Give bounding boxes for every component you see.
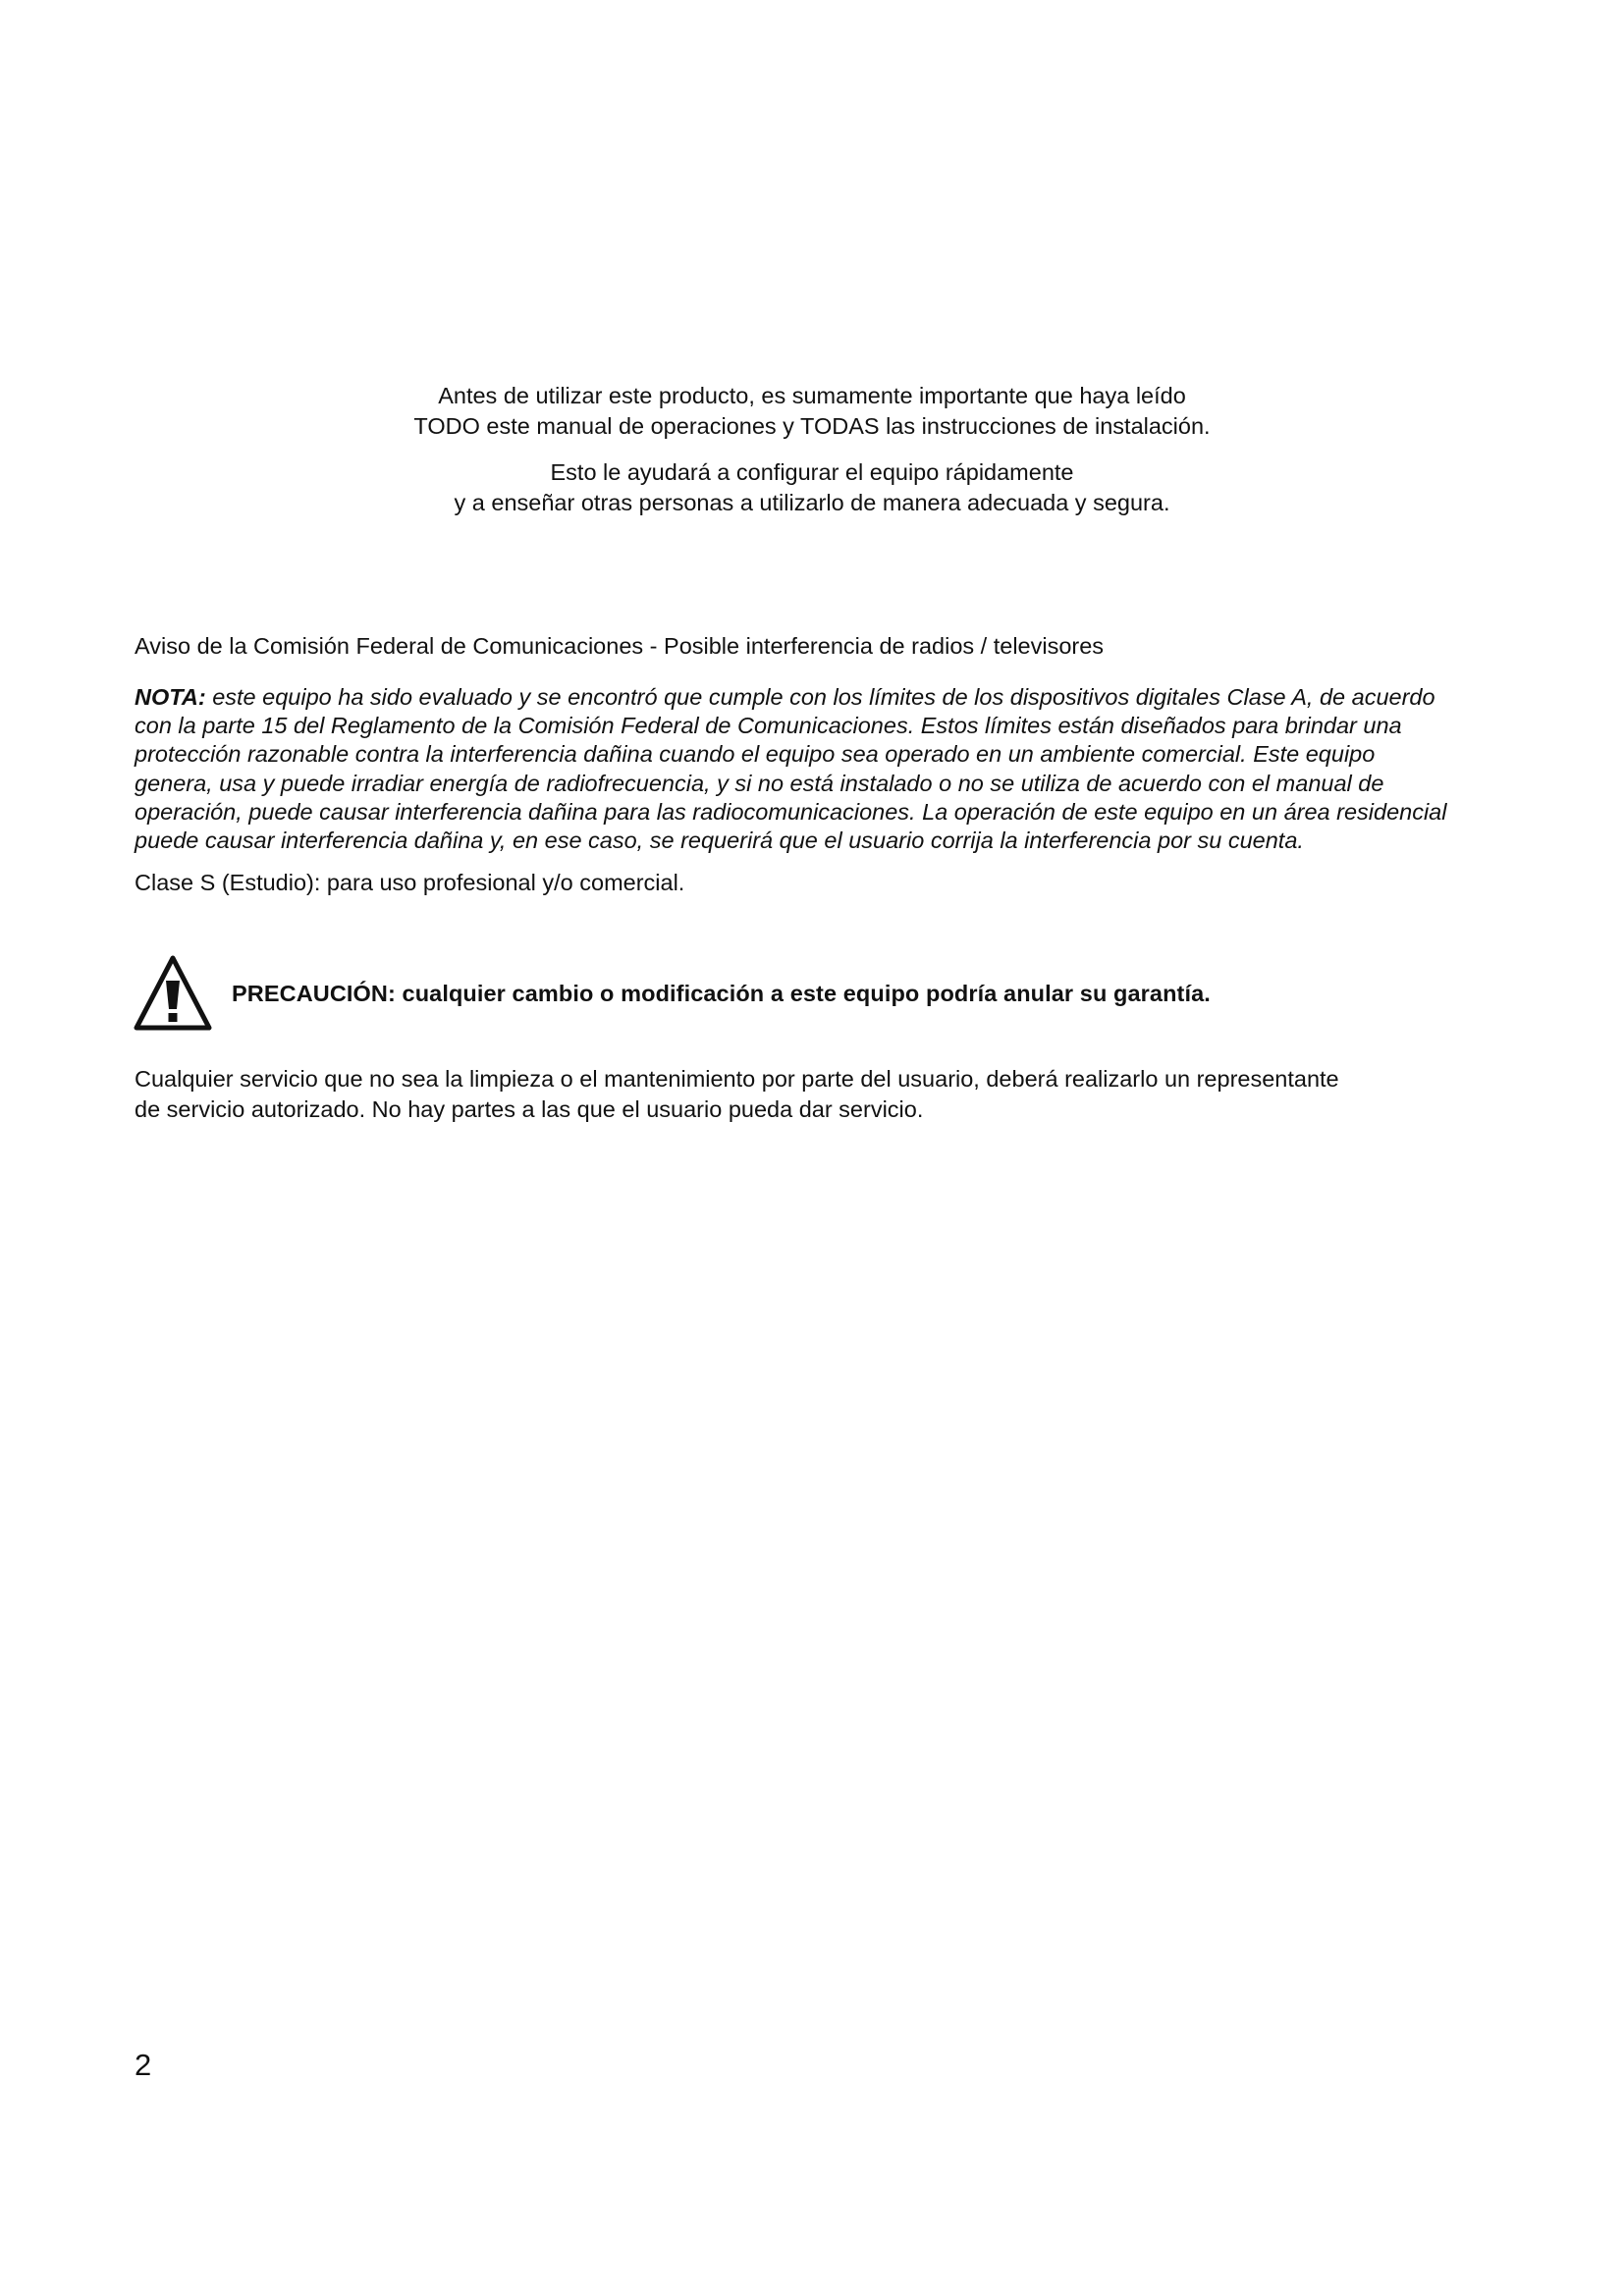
- intro-line: Esto le ayudará a configurar el equipo rápidamente: [550, 459, 1074, 485]
- caution-notice: [134, 954, 1211, 1033]
- intro-line: Antes de utilizar este producto, es sumamente importante que haya leído: [438, 383, 1186, 408]
- caution-text: PRECAUCIÓN: cualquier cambio o modificación a este equipo podría anular su garantía.: [232, 980, 1211, 1006]
- intro-line: y a enseñar otras personas a utilizarlo de manera adecuada y segura.: [454, 490, 1170, 515]
- service-paragraph: [135, 1064, 1455, 1125]
- fcc-note: [135, 683, 1455, 855]
- service-line: de servicio autorizado. No hay partes a las que el usuario pueda dar servicio.: [135, 1096, 924, 1122]
- intro-paragraph-setup: [0, 457, 1624, 518]
- fcc-heading: Aviso de la Comisión Federal de Comunicaciones - Posible interferencia de radios / televisores: [135, 633, 1105, 659]
- intro-paragraph-read-manual: [0, 381, 1624, 442]
- intro-notice: [0, 381, 1624, 518]
- intro-line: TODO este manual de operaciones y TODAS las instrucciones de instalación.: [413, 413, 1211, 439]
- service-notice: [135, 1064, 1455, 1125]
- fcc-note-body: este equipo ha sido evaluado y se encontró que cumple con los límites de los dispositivos digitales Clase A, de acuerdo con la parte 15 del Reglamento de la Comisión Federal de Comunicaciones. Estos límites están diseñados para brindar una protección razonable contra la interferencia dañina cuando el equipo sea operado en un ambiente comercial. Este equipo genera, usa y puede irradiar energía de radiofrecuencia, y si no está instalado o no se utiliza de acuerdo con el manual de operación, puede causar interferencia dañina para las radiocomunicaciones. La operación de este equipo en un área residencial puede causar interferencia dañina y, en ese caso, se requerirá que el usuario corrija la interferencia por su cuenta.: [135, 684, 1447, 854]
- class-s-statement: Clase S (Estudio): para uso profesional y/o comercial.: [135, 870, 685, 896]
- fcc-notice: [135, 631, 1455, 898]
- warning-triangle-icon: [134, 955, 212, 1032]
- service-line: Cualquier servicio que no sea la limpieza o el mantenimiento por parte del usuario, deberá realizarlo un representante: [135, 1066, 1339, 1092]
- fcc-note-label: NOTA:: [135, 684, 206, 710]
- page-number: 2: [135, 2048, 152, 2082]
